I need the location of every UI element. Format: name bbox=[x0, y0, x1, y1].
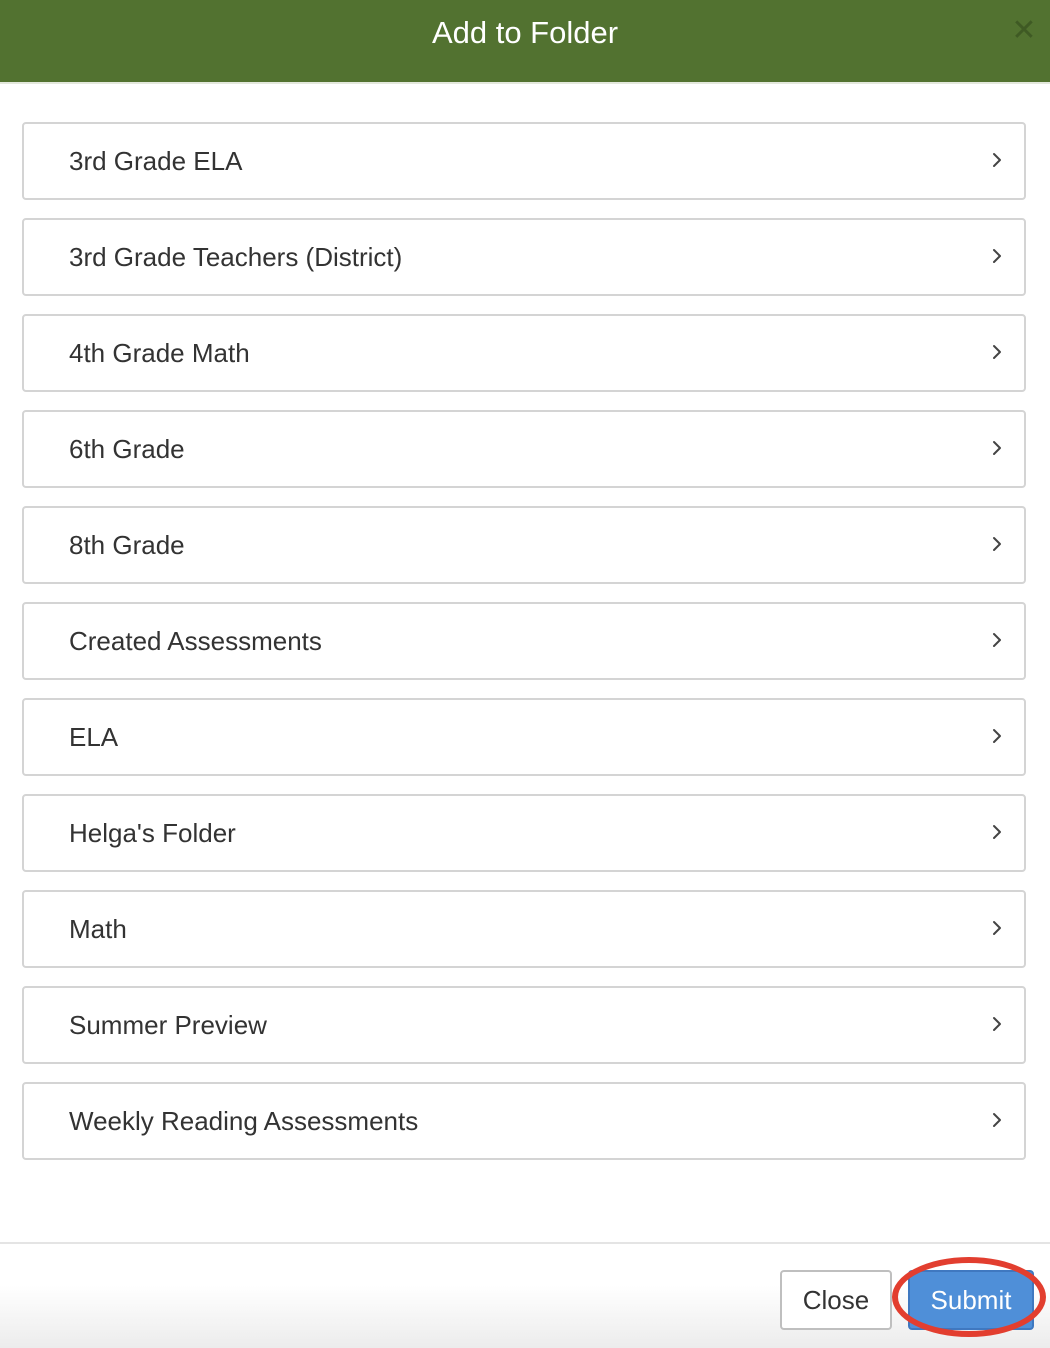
folder-label: Weekly Reading Assessments bbox=[69, 1106, 419, 1136]
close-x-icon[interactable]: ✕ bbox=[1011, 14, 1037, 47]
chevron-right-icon bbox=[988, 1110, 1006, 1130]
folder-item[interactable] bbox=[22, 506, 1026, 584]
modal-header bbox=[0, 0, 1050, 84]
folder-label: 3rd Grade ELA bbox=[69, 146, 243, 176]
chevron-right-icon bbox=[988, 534, 1006, 554]
chevron-right-icon bbox=[988, 822, 1006, 842]
folder-item[interactable] bbox=[22, 794, 1026, 872]
folder-item[interactable] bbox=[22, 218, 1026, 296]
chevron-right-icon bbox=[988, 438, 1006, 458]
folder-label: Summer Preview bbox=[69, 1010, 267, 1040]
folder-label: Helga's Folder bbox=[69, 818, 236, 848]
chevron-right-icon bbox=[988, 726, 1006, 746]
chevron-right-icon bbox=[988, 1014, 1006, 1034]
folder-label: 6th Grade bbox=[69, 434, 185, 464]
chevron-right-icon bbox=[988, 918, 1006, 938]
folder-list bbox=[22, 122, 1026, 1178]
folder-label: ELA bbox=[69, 722, 119, 752]
folder-item[interactable] bbox=[22, 314, 1026, 392]
folder-item[interactable] bbox=[22, 410, 1026, 488]
chevron-right-icon bbox=[988, 342, 1006, 362]
modal-title: Add to Folder bbox=[431, 15, 619, 50]
folder-item[interactable] bbox=[22, 1082, 1026, 1160]
chevron-right-icon bbox=[988, 246, 1006, 266]
folder-item[interactable] bbox=[22, 602, 1026, 680]
modal-footer bbox=[0, 1242, 1050, 1348]
chevron-right-icon bbox=[988, 150, 1006, 170]
chevron-right-icon bbox=[988, 630, 1006, 650]
folder-label: Math bbox=[69, 914, 127, 944]
folder-label: 3rd Grade Teachers (District) bbox=[69, 242, 403, 272]
folder-item[interactable] bbox=[22, 122, 1026, 200]
close-button[interactable]: Close bbox=[780, 1270, 892, 1330]
folder-item[interactable] bbox=[22, 986, 1026, 1064]
folder-item[interactable] bbox=[22, 698, 1026, 776]
folder-label: Created Assessments bbox=[69, 626, 322, 656]
folder-label: 8th Grade bbox=[69, 530, 185, 560]
folder-label: 4th Grade Math bbox=[69, 338, 250, 368]
submit-button[interactable]: Submit bbox=[908, 1270, 1034, 1330]
folder-item[interactable] bbox=[22, 890, 1026, 968]
